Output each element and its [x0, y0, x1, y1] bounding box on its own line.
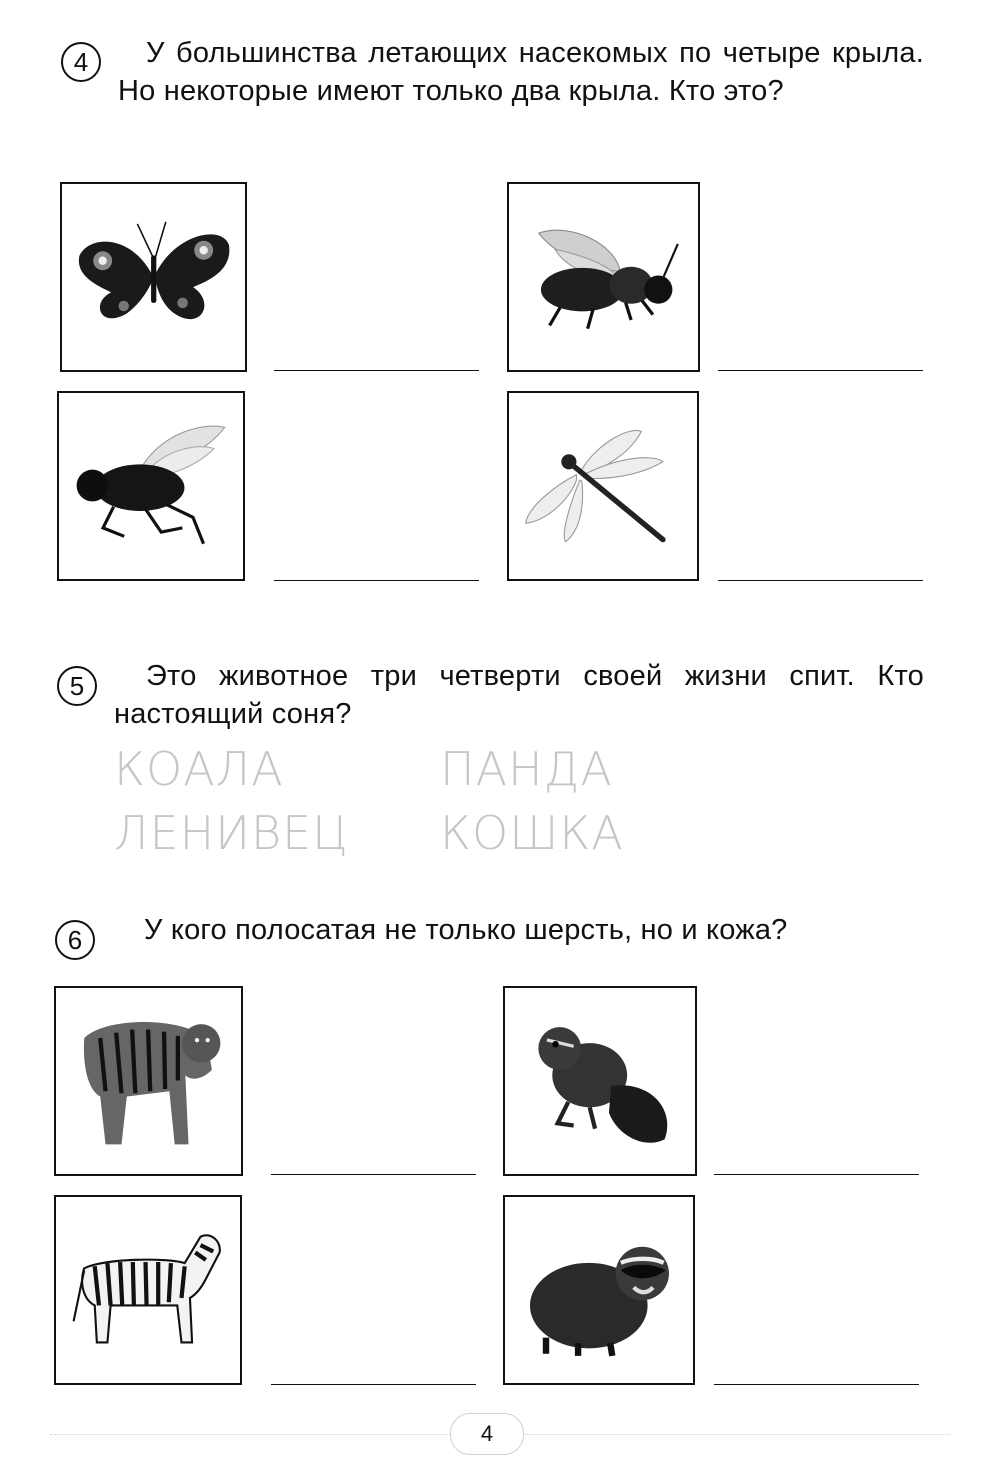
option-cat[interactable]: КОШКА	[440, 806, 624, 860]
question-6-number: 6	[55, 920, 95, 960]
question-5-number: 5	[57, 666, 97, 706]
option-panda[interactable]: ПАНДА	[440, 742, 613, 796]
butterfly-icon	[69, 191, 237, 362]
picture-raccoon	[503, 1195, 695, 1385]
chipmunk-icon	[513, 995, 688, 1166]
answer-line-chipmunk[interactable]	[714, 1174, 919, 1175]
picture-zebra	[54, 1195, 242, 1385]
question-4-number: 4	[61, 42, 101, 82]
picture-chipmunk	[503, 986, 697, 1176]
answer-line-zebra[interactable]	[271, 1384, 476, 1385]
answer-line-raccoon[interactable]	[714, 1384, 919, 1385]
zebra-icon	[63, 1204, 232, 1375]
tiger-icon	[63, 995, 233, 1166]
option-sloth[interactable]: ЛЕНИВЕЦ	[114, 806, 349, 860]
picture-dragonfly	[507, 391, 699, 581]
answer-line-bee[interactable]	[718, 370, 923, 371]
page-number: 4	[450, 1413, 524, 1455]
question-4-text: У большинства летающих насекомых по четыре крыла. Но некоторые имеют только два крыла. Кто это?	[118, 37, 924, 107]
picture-butterfly	[60, 182, 247, 372]
question-6-text: У кого полосатая не только шерсть, но и кожа?	[144, 914, 788, 946]
fly-icon	[66, 400, 235, 571]
option-koala[interactable]: КОАЛА	[114, 742, 284, 796]
bee-icon	[517, 191, 691, 362]
question-5-text: Это животное три четверти своей жизни спит. Кто настоящий соня?	[114, 660, 924, 730]
picture-fly	[57, 391, 245, 581]
answer-line-fly[interactable]	[274, 580, 479, 581]
picture-tiger	[54, 986, 243, 1176]
picture-bee	[507, 182, 700, 372]
answer-line-tiger[interactable]	[271, 1174, 476, 1175]
raccoon-icon	[513, 1204, 686, 1375]
answer-line-butterfly[interactable]	[274, 370, 479, 371]
answer-line-dragonfly[interactable]	[718, 580, 923, 581]
dragonfly-icon	[517, 400, 690, 571]
